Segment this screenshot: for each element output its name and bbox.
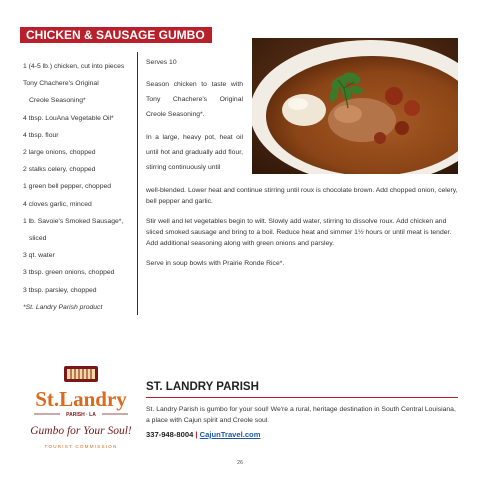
- ingredient-item: 3 tbsp. parsley, chopped: [23, 286, 97, 294]
- st-landry-logo: [26, 364, 136, 456]
- contact-line: [146, 430, 260, 439]
- page-number: 26: [236, 460, 244, 466]
- ingredient-item: 1 lb. Savoie's Smoked Sausage*,: [23, 217, 124, 225]
- ingredient-item: 4 tbsp. LouAna Vegetable Oil*: [23, 114, 114, 122]
- ingredient-item: 1 green bell pepper, chopped: [23, 183, 112, 191]
- svg-text:St.Landry: St.Landry: [35, 387, 127, 411]
- column-divider: [137, 52, 138, 315]
- ingredient-item: Tony Chachere's Original: [23, 80, 99, 88]
- contact-separator: |: [195, 430, 198, 439]
- ingredient-item: 3 tbsp. green onions, chopped: [23, 269, 115, 277]
- direction-paragraph: Stir well and let vegetables begin to wilt. Slowly add water, stirring to dissolve roux. Add chicken and sliced smoked sausage and bring to a boil. Reduce heat and simmer 1½ hours or until meat is tender. Add additional seasoning along with green onions and parsley.: [146, 218, 452, 247]
- parish-divider: [146, 397, 458, 398]
- parish-title: ST. LANDRY PARISH: [146, 381, 259, 393]
- ingredients-list: [23, 58, 133, 316]
- footnote: *St. Landry Parish product: [23, 303, 103, 311]
- directions-body: [146, 185, 460, 278]
- serves-text: Serves 10: [146, 59, 177, 66]
- ingredient-item: 4 tbsp. flour: [23, 131, 59, 139]
- ingredient-item: Creole Seasoning*: [29, 97, 86, 105]
- ingredient-item: sliced: [29, 235, 47, 243]
- svg-text:Gumbo for Your Soul!: Gumbo for Your Soul!: [30, 425, 132, 437]
- ingredient-item: 2 stalks celery, chopped: [23, 166, 96, 174]
- website-link[interactable]: CajunTravel.com: [199, 430, 261, 439]
- parish-description: St. Landry Parish is gumbo for your soul! We're a rural, heritage destination in South Central Louisiana, a place with Cajun spirit and Creole soul.: [146, 406, 456, 424]
- direction-paragraph: well-blended. Lower heat and continue stirring until roux is chocolate brown. Add chopped onion, celery, bell pepper and garlic.: [146, 187, 458, 205]
- svg-text:TOURIST COMMISSION: TOURIST COMMISSION: [44, 444, 118, 449]
- ingredient-item: 2 large onions, chopped: [23, 149, 96, 157]
- recipe-title: CHICKEN & SAUSAGE GUMBO: [20, 27, 212, 43]
- ingredient-item: 1 (4-5 lb.) chicken, cut into pieces: [23, 63, 125, 70]
- ingredient-item: 4 cloves garlic, minced: [23, 200, 92, 208]
- svg-text:PARISH · LA: PARISH · LA: [66, 412, 96, 418]
- ingredient-item: 3 qt. water: [23, 252, 55, 260]
- phone-number: 337-948-8004: [146, 430, 194, 439]
- direction-paragraph: Season chicken to taste with Tony Chachere's Original Creole Seasoning*.: [146, 81, 243, 118]
- gumbo-photo: [252, 38, 458, 174]
- direction-paragraph: Serve in soup bowls with Prairie Ronde Rice*.: [146, 260, 285, 267]
- direction-paragraph: In a large, heavy pot, heat oil until hot and gradually add flour, stirring continuously until: [146, 134, 243, 171]
- directions-intro: [146, 77, 243, 175]
